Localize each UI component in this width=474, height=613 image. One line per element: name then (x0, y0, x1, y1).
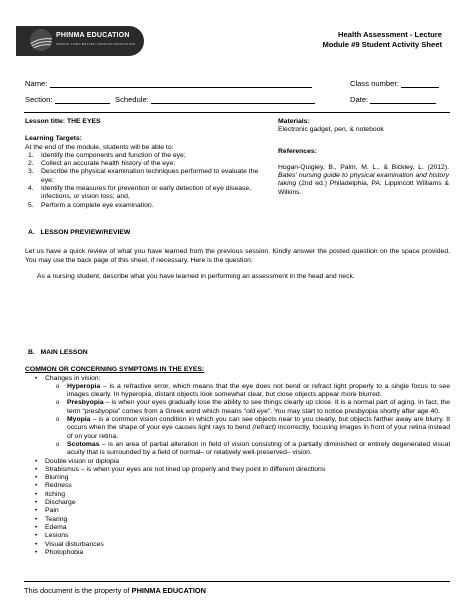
section-field[interactable] (25, 95, 110, 104)
list-item: • Blurring (33, 474, 450, 482)
list-item: • Photophobia (33, 549, 450, 557)
symptoms-list (25, 375, 450, 458)
list-item: • Edema (33, 524, 450, 532)
schedule-label: Schedule: (115, 95, 149, 104)
learning-targets-intro: At the end of the module, students will be able to: (25, 143, 174, 151)
header-divider (24, 112, 450, 113)
section-b (25, 349, 450, 557)
date-field[interactable] (350, 95, 436, 104)
learning-target-item: 5. Perform a complete eye examination. (28, 201, 154, 209)
section-b-title: B. MAIN LESSON (28, 349, 88, 356)
materials-title: Materials: (278, 118, 310, 125)
learning-target-item: 2. Collect an accurate health history of the eye; (28, 160, 176, 168)
learning-target-item: 3. Describe the physical examination techniques performed to evaluate the eye; (28, 168, 259, 184)
footer-text: This document is the property of PHINMA EDUCATION (24, 586, 206, 595)
reference-citation: Hogan-Quigley, B., Palm, M. L., & Bickley, L. (2012). Bates' nursing guide to physical examination and history taking (2nd ed.) Philadelphia, PA: Lippincott Williams & Wilkins. (278, 163, 449, 196)
materials-references-block (278, 118, 449, 197)
logo-name: PHINMA EDUCATION (56, 32, 130, 39)
list-item: o Hyperopia – is a refractive error, which means that the eye does not bend or refract light properly to a single focus to see images clearly. In hyperopia, distant objects look somewhat clear, but close objects appear more blurred. (55, 383, 450, 400)
logo-emblem-icon (30, 29, 52, 51)
list-item: • Strabismus – is when your eyes are not lined up properly and they point in different directions (33, 466, 450, 474)
class-number-field[interactable] (350, 79, 439, 88)
list-item: • Double vision or diplopia (33, 458, 450, 466)
schedule-field[interactable] (115, 95, 315, 104)
list-item: • Redness (33, 482, 450, 490)
name-label: Name: (25, 79, 48, 88)
name-field[interactable] (25, 79, 312, 88)
list-item: • Itching (33, 491, 450, 499)
section-a-question: As a nursing student, describe what you have learned in performing an assessment in the head and neck. (37, 272, 355, 280)
header-module: Module #9 Student Activity Sheet (322, 40, 442, 49)
symptoms-subtitle: COMMON OR CONCERNING SYMPTOMS IN THE EYES: (25, 366, 205, 374)
lesson-block (25, 118, 261, 210)
other-symptoms-list (25, 458, 450, 558)
learning-target-item: 1. Identify the components and function of the eye; (28, 151, 186, 159)
date-label: Date: (350, 95, 369, 104)
list-item: o Scotomas – is an area of partial alteration in field of vision consisting of a partially diminished or entirely degenerated visual acuity that is surrounded by a field of normal– or relatively well-preserved– vision. (55, 441, 450, 458)
section-a-title: A. LESSON PREVIEW/REVIEW (28, 229, 131, 236)
vision-changes-list (55, 383, 450, 458)
list-item: o Myopia – is a common vision condition in which you can see objects near to you clearly, but objects farther away are blurry. It occurs when the shape of your eye causes light rays to bend (refract) incorrectly, focusing images in front of your retina instead of on your retina. (55, 416, 450, 441)
list-item: • Lesions (33, 532, 450, 540)
learning-targets-list (25, 152, 261, 210)
list-item: • Visual disturbances (33, 541, 450, 549)
list-item: o Presbyopia – is when your eyes gradually lose the ability to see things clearly up close. It is a normal part of aging. In fact, the term “presbyopia” comes from a Greek word which means “old eye”. You may start to notice presbyopia shortly after age 40. (55, 399, 450, 416)
learning-targets-title: Learning Targets: (25, 135, 82, 143)
list-item: • Discharge (33, 499, 450, 507)
class-number-label: Class number: (350, 79, 399, 88)
footer-divider (24, 581, 450, 582)
list-item: • Pain (33, 507, 450, 515)
header-course: Health Assessment - Lecture (338, 30, 442, 39)
learning-target-item: 4. Identify the measures for prevention or early detection of eye disease, infections, or vision loss; and, (28, 185, 252, 201)
list-item: • Changes in vision: o Hyperopia – is a refractive error, which means that the eye does not bend or refract light properly to a single focus to see images clearly. In hyperopia, distant objects look somewhat clear, but close objects appear more blurred. o Presbyopia – is when your eyes gradually lose the ability to see things clearly up close. It is a normal part of aging. In fact, the term “presbyopia” comes from a Greek word which means “old eye”. You may start to notice presbyopia shortly after age 40. o Myopia – is a common vision condition in which you can see objects near to you clearly, but objects farther away are blurry. It occurs when the shape of your eye causes light rays to bend (refract) incorrectly, focusing images in front of your retina instead of on your retina. o Scotomas – is an area of partial alteration in field of vision consisting of a partially diminished or entirely degenerated visual acuity that is surrounded by a field of normal– or relatively well-preserved– vision. (33, 375, 450, 458)
section-label: Section: (25, 95, 53, 104)
lesson-title: Lesson title: THE EYES (25, 118, 101, 125)
section-a (25, 229, 450, 281)
materials-text: Electronic gadget, pen, & notebook (278, 126, 384, 134)
section-a-paragraph: Let us have a quick review of what you have learned from the previous session. Kindly answer the posted question on the space provided. You may use the back page of this sheet, if necessary. Here is the question: (25, 248, 450, 264)
list-item: • Tearing (33, 516, 450, 524)
logo-tagline: MAKING LIVES BETTER THROUGH EDUCATION (56, 42, 136, 46)
references-title: References: (278, 147, 317, 155)
